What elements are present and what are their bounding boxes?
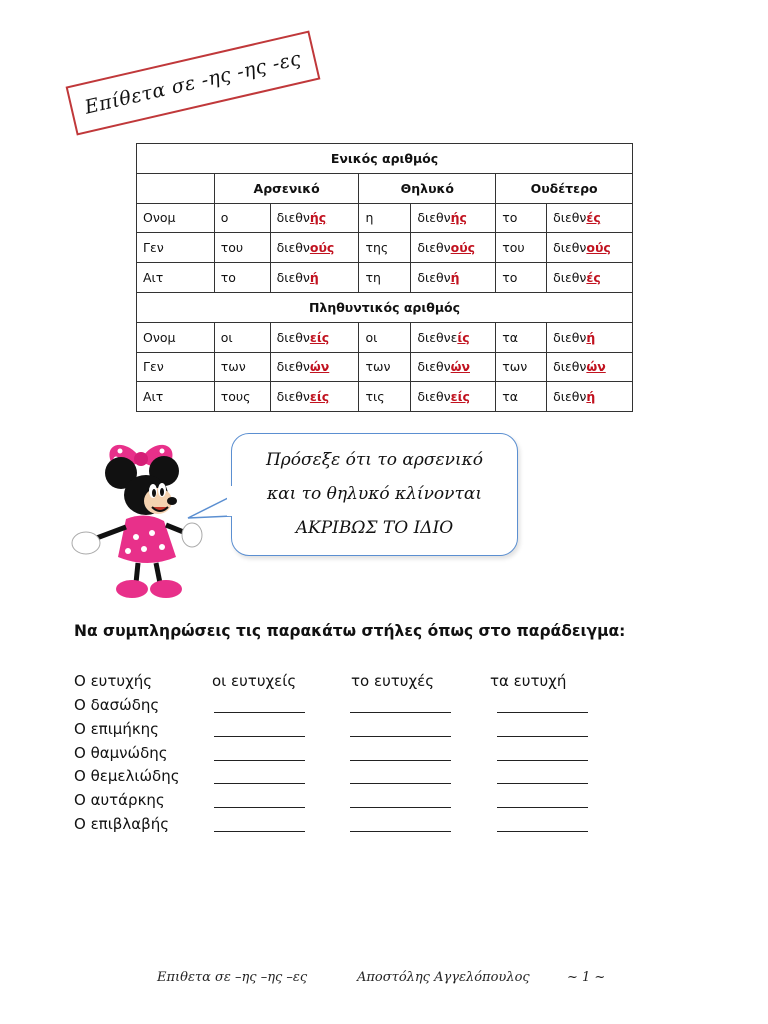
word-ending: ών xyxy=(309,359,330,375)
footer-topic: Επιθετα σε –ης –ης –ες xyxy=(157,970,308,985)
word-ending: ής xyxy=(450,210,467,226)
answer-blank[interactable] xyxy=(497,767,588,784)
exercise-word: Ο θεμελιώδης xyxy=(74,767,180,786)
answer-blank[interactable] xyxy=(350,791,451,808)
word-cell xyxy=(547,263,633,293)
plural-header-row xyxy=(137,292,633,322)
masculine-header: Αρσενικό xyxy=(214,173,359,203)
word-ending: είς xyxy=(450,389,470,405)
word-cell xyxy=(547,203,633,233)
word-cell xyxy=(270,382,359,412)
article-cell: οι xyxy=(214,322,270,352)
answer-blank[interactable] xyxy=(350,815,451,832)
note-line-1: Πρόσεξε ότι το αρσενικό xyxy=(265,450,483,470)
case-label: Αιτ xyxy=(137,382,215,412)
answer-blank[interactable] xyxy=(350,696,451,713)
example-neuter: το ευτυχές xyxy=(351,672,435,690)
table-row xyxy=(137,382,633,412)
word-ending: ούς xyxy=(309,240,335,256)
word-cell xyxy=(270,352,359,382)
exercise-row xyxy=(0,767,768,791)
example-row xyxy=(0,672,768,696)
word-cell xyxy=(411,322,496,352)
word-cell xyxy=(270,322,359,352)
exercise-word: Ο αυτάρκης xyxy=(74,791,165,810)
word-ending: ή xyxy=(586,389,596,405)
singular-header-row xyxy=(137,144,633,174)
article-cell: τα xyxy=(496,322,547,352)
article-cell: τα xyxy=(496,382,547,412)
word-cell xyxy=(270,203,359,233)
exercise-row xyxy=(0,791,768,815)
answer-blank[interactable] xyxy=(214,744,305,761)
article-cell: του xyxy=(214,233,270,263)
answer-blank[interactable] xyxy=(350,767,451,784)
article-cell: το xyxy=(214,263,270,293)
exercise-word: Ο επιβλαβής xyxy=(74,815,170,833)
word-ending: ών xyxy=(586,359,606,375)
footer-page-number: ~ 1 ~ xyxy=(567,970,606,985)
case-label: Αιτ xyxy=(137,263,215,293)
feminine-header: Θηλυκό xyxy=(359,173,496,203)
answer-blank[interactable] xyxy=(214,815,305,832)
exercise-instruction: Να συμπληρώσεις τις παρακάτω στήλες όπως στο παράδειγμα: xyxy=(74,622,626,640)
exercise-word: Ο επιμήκης xyxy=(74,719,159,738)
exercise-row xyxy=(0,744,768,768)
exercise-row xyxy=(0,696,768,720)
word-ending: ών xyxy=(450,359,470,375)
table-row xyxy=(137,352,633,382)
footer-author: Αποστόλης Αγγελόπουλος xyxy=(357,970,530,985)
page-title: Επίθετα σε -ης -ης -ες xyxy=(82,47,304,119)
answer-blank[interactable] xyxy=(214,791,305,808)
example-plural-neuter: τα ευτυχή xyxy=(490,672,567,690)
word-stem: διεθν xyxy=(553,329,587,345)
article-cell: της xyxy=(359,233,411,263)
plural-header: Πληθυντικός αριθμός xyxy=(137,292,633,322)
word-stem: διεθν xyxy=(417,240,451,256)
word-stem: διεθν xyxy=(276,270,310,286)
page-footer xyxy=(0,970,768,992)
article-cell: των xyxy=(359,352,411,382)
word-cell xyxy=(547,382,633,412)
table-row xyxy=(137,233,633,263)
word-stem: διεθν xyxy=(417,270,451,286)
article-cell: οι xyxy=(359,322,411,352)
article-cell: το xyxy=(496,263,547,293)
exercise-row xyxy=(0,720,768,744)
answer-blank[interactable] xyxy=(350,744,451,761)
answer-blank[interactable] xyxy=(497,815,588,832)
word-ending: ούς xyxy=(586,240,611,256)
exercise-row xyxy=(0,815,768,839)
case-label: Ονομ xyxy=(137,322,215,352)
word-cell xyxy=(411,352,496,382)
singular-header: Ενικός αριθμός xyxy=(137,144,633,174)
word-cell xyxy=(411,203,496,233)
answer-blank[interactable] xyxy=(497,744,588,761)
title-box xyxy=(66,31,321,136)
table-row xyxy=(137,203,633,233)
case-label: Ονομ xyxy=(137,203,215,233)
example-plural-masc: οι ευτυχείς xyxy=(212,672,297,690)
word-stem: διεθν xyxy=(276,389,310,405)
word-cell xyxy=(270,233,359,263)
word-cell xyxy=(547,352,633,382)
word-stem: διεθν xyxy=(276,240,310,256)
article-cell: των xyxy=(214,352,270,382)
article-cell: τη xyxy=(359,263,411,293)
word-stem: διεθν xyxy=(553,270,587,286)
article-cell: του xyxy=(496,233,547,263)
word-ending: ή xyxy=(309,270,319,286)
word-stem: διεθν xyxy=(553,359,587,375)
article-cell: η xyxy=(359,203,411,233)
gender-header-row xyxy=(137,173,633,203)
word-stem: διεθν xyxy=(553,389,587,405)
bubble-tail-mask xyxy=(227,486,235,516)
empty-cell xyxy=(137,173,215,203)
word-cell xyxy=(270,263,359,293)
answer-blank[interactable] xyxy=(497,791,588,808)
word-stem: διεθν xyxy=(417,210,451,226)
word-ending: είς xyxy=(309,329,330,345)
note-line-2: και το θηλυκό κλίνονται xyxy=(266,484,483,504)
article-cell: ο xyxy=(214,203,270,233)
neuter-header: Ουδέτερο xyxy=(496,173,633,203)
word-stem: διεθν xyxy=(553,210,587,226)
note-line-3: ΑΚΡΙΒΩΣ ΤΟ ΙΔΙΟ xyxy=(295,518,454,538)
word-stem: διεθν xyxy=(276,359,310,375)
answer-blank[interactable] xyxy=(214,767,305,784)
answer-blank[interactable] xyxy=(350,720,451,737)
case-label: Γεν xyxy=(137,233,215,263)
word-cell xyxy=(547,322,633,352)
word-stem: διεθν xyxy=(417,389,451,405)
article-cell: τις xyxy=(359,382,411,412)
word-stem: διεθν xyxy=(276,329,310,345)
word-stem: διεθν xyxy=(553,240,587,256)
table-row xyxy=(137,263,633,293)
word-cell xyxy=(411,233,496,263)
word-cell xyxy=(411,263,496,293)
word-ending: ή xyxy=(586,329,596,345)
word-ending: είς xyxy=(309,389,330,405)
minnie-mouse-illustration xyxy=(66,437,206,603)
word-ending: ούς xyxy=(450,240,476,256)
article-cell: τους xyxy=(214,382,270,412)
word-ending: ές xyxy=(586,270,601,286)
case-label: Γεν xyxy=(137,352,215,382)
answer-blank[interactable] xyxy=(214,720,305,737)
word-ending: ίς xyxy=(457,329,470,345)
word-ending: ής xyxy=(309,210,327,226)
exercise-word: Ο δασώδης xyxy=(74,696,160,714)
article-cell: το xyxy=(496,203,547,233)
declension-table xyxy=(136,143,633,412)
speech-bubble xyxy=(231,433,518,556)
word-ending: ές xyxy=(586,210,601,226)
table-row xyxy=(137,322,633,352)
word-ending: ή xyxy=(450,270,460,286)
exercise-word: Ο θαμνώδης xyxy=(74,743,168,762)
word-stem: διεθν xyxy=(276,210,310,226)
word-cell xyxy=(411,382,496,412)
word-stem: διεθν xyxy=(417,359,451,375)
article-cell: των xyxy=(496,352,547,382)
example-masc: Ο ευτυχής xyxy=(74,672,153,690)
word-stem: διεθνε xyxy=(417,329,458,345)
answer-blank[interactable] xyxy=(497,720,588,737)
answer-blank[interactable] xyxy=(214,696,305,713)
word-cell xyxy=(547,233,633,263)
answer-blank[interactable] xyxy=(497,696,588,713)
